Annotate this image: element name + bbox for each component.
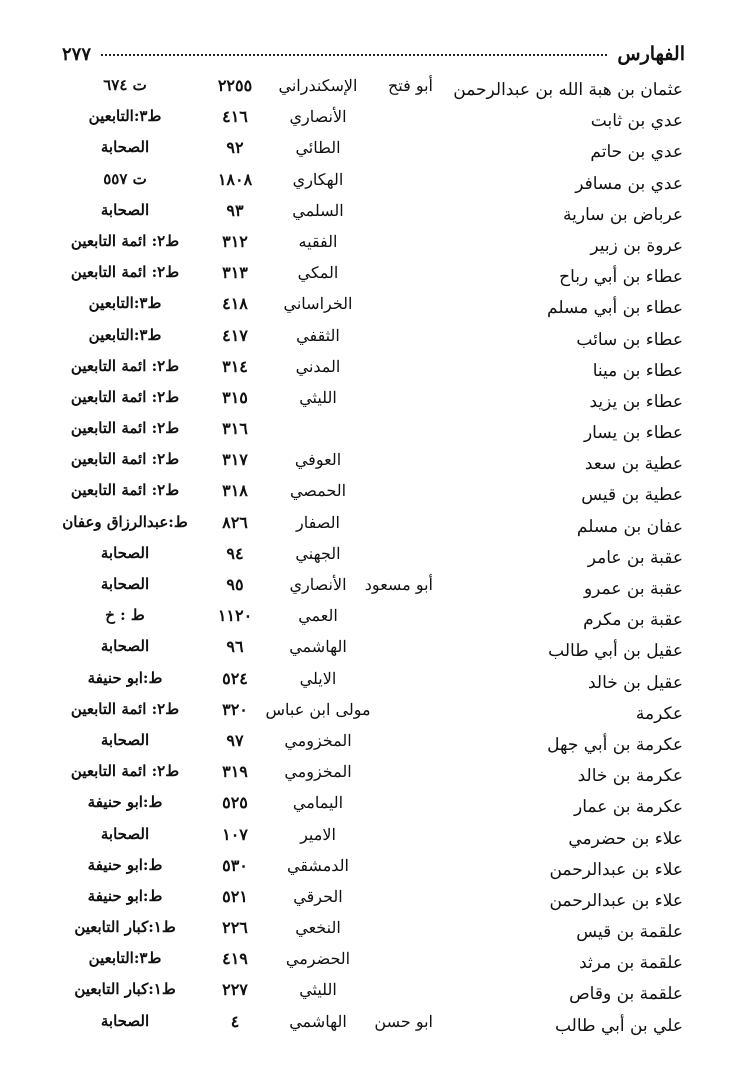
- index-row: [0, 290, 743, 321]
- narrator-class: ط١:كبار التابعين: [74, 918, 176, 937]
- narrator-class: الصحابة: [100, 637, 150, 656]
- narrator-class: ط٣:التابعين: [88, 294, 162, 313]
- narrator-name: علقمة بن مرثد: [579, 953, 683, 974]
- index-row: [0, 945, 743, 976]
- entry-number: ٣١٥: [222, 387, 248, 407]
- entry-number: ٩٦: [226, 637, 244, 657]
- narrator-kunya: أبو فتح: [387, 76, 433, 95]
- index-row: [0, 727, 743, 758]
- index-row: [0, 633, 743, 664]
- narrator-nisba: المخزومي: [284, 730, 352, 750]
- narrator-class: ط٢: ائمة التابعين: [70, 419, 180, 438]
- narrator-nisba: الفقيه: [298, 231, 338, 251]
- entry-number: ٣١٣: [222, 263, 248, 283]
- narrator-class: ط٢: ائمة التابعين: [70, 450, 180, 469]
- narrator-nisba: الطائي: [295, 138, 341, 158]
- narrator-name: عطاء بن مينا: [592, 360, 683, 381]
- entry-number: ١١٢٠: [217, 606, 253, 626]
- entry-number: ٣١٤: [222, 356, 248, 376]
- narrator-nisba: الصفار: [296, 512, 340, 532]
- narrator-name: علقمة بن وقاص: [569, 984, 683, 1005]
- narrator-class: ط٢: ائمة التابعين: [70, 387, 180, 406]
- page-title: الفهارس: [617, 43, 685, 65]
- index-row: [0, 540, 743, 571]
- index-row: [0, 103, 743, 134]
- narrator-nisba: الهكاري: [292, 169, 344, 189]
- index-row: [0, 821, 743, 852]
- narrator-class: ط:ابو حنيفة: [87, 668, 163, 687]
- index-row: [0, 1008, 743, 1039]
- entry-number: ٣١٦: [222, 419, 248, 439]
- narrator-class: ط١:كبار التابعين: [74, 980, 176, 999]
- narrator-name: عطاء بن أبي رباح: [559, 267, 683, 288]
- narrator-class: ت ٦٧٤: [103, 76, 147, 94]
- index-row: [0, 602, 743, 633]
- entry-number: ٣١٧: [222, 450, 248, 470]
- index-row: [0, 758, 743, 789]
- narrator-name: عكرمة بن عمار: [574, 797, 683, 818]
- entry-number: ٣١٨: [222, 481, 248, 501]
- index-row: [0, 914, 743, 945]
- narrator-class: الصحابة: [100, 824, 150, 843]
- narrator-class: الصحابة: [100, 730, 150, 749]
- entry-number: ٣٢٠: [222, 699, 248, 719]
- narrator-nisba: الليثي: [299, 387, 337, 407]
- narrator-nisba: السلمي: [292, 200, 344, 220]
- entry-number: ٥٣٠: [222, 855, 248, 875]
- narrator-nisba: الهاشمي: [289, 1011, 347, 1031]
- narrator-nisba: الإسكندراني: [278, 76, 358, 95]
- entry-number: ٥٢١: [222, 886, 248, 906]
- narrator-class: ط٢: ائمة التابعين: [70, 699, 180, 718]
- entry-number: ٤١٩: [222, 949, 248, 969]
- index-row: [0, 883, 743, 914]
- narrator-nisba: الايلي: [299, 668, 337, 688]
- index-row: [0, 322, 743, 353]
- narrator-name: عقيل بن خالد: [587, 672, 683, 693]
- narrator-class: ط٢: ائمة التابعين: [70, 481, 180, 500]
- narrator-name: عقبة بن عامر: [587, 547, 683, 568]
- narrator-class: ط : خ: [105, 606, 145, 625]
- index-row: [0, 259, 743, 290]
- narrator-class: ط٣:التابعين: [88, 325, 162, 344]
- index-row: [0, 415, 743, 446]
- entry-number: ٢٢٥٥: [217, 76, 253, 95]
- narrator-name: عطاء بن سائب: [576, 329, 683, 350]
- narrator-nisba: الليثي: [299, 980, 337, 1000]
- narrator-nisba: الحضرمي: [285, 949, 351, 969]
- entry-number: ٤١٦: [222, 107, 248, 127]
- narrator-class: ط٣:التابعين: [88, 949, 162, 968]
- narrator-nisba: الثقفي: [296, 325, 340, 345]
- narrator-nisba: النخعي: [295, 918, 341, 938]
- entry-number: ٥٢٥: [222, 793, 248, 813]
- narrator-nisba: الحمصي: [289, 481, 347, 501]
- narrator-class: ط:ابو حنيفة: [87, 855, 163, 874]
- narrator-class: ط٣:التابعين: [88, 107, 162, 126]
- narrator-name: عقيل بن أبي طالب: [548, 641, 683, 662]
- index-row: [0, 72, 743, 103]
- narrator-nisba: الدمشقي: [287, 855, 349, 875]
- narrator-name: عطاء بن يزيد: [589, 391, 683, 412]
- narrator-name: عدي بن حاتم: [590, 142, 683, 163]
- index-row: [0, 696, 743, 727]
- narrator-kunya: ابو حسن: [374, 1011, 433, 1031]
- narrator-class: ط:عبدالرزاق وعفان: [62, 512, 188, 531]
- page-header: [62, 40, 685, 68]
- index-row: [0, 477, 743, 508]
- entry-number: ٤١٨: [222, 294, 248, 314]
- index-row: [0, 134, 743, 165]
- index-row: [0, 446, 743, 477]
- entry-number: ٣١٩: [222, 762, 248, 782]
- narrator-name: عكرمة بن خالد: [577, 766, 683, 787]
- entry-number: ١٠٧: [222, 824, 248, 844]
- entry-number: ٣١٢: [222, 231, 248, 251]
- narrator-nisba: المدني: [295, 356, 341, 376]
- narrator-nisba: الامير: [300, 824, 336, 844]
- entry-number: ٥٢٤: [222, 668, 248, 688]
- leader-dots: [101, 48, 607, 56]
- narrator-name: علقمة بن قيس: [576, 922, 683, 943]
- narrator-class: ط٢: ائمة التابعين: [70, 762, 180, 781]
- narrator-name: عكرمة بن أبي جهل: [547, 734, 683, 755]
- index-row: [0, 571, 743, 602]
- entry-number: ٢٢٦: [222, 918, 248, 938]
- narrator-nisba: الهاشمي: [289, 637, 347, 657]
- narrator-nisba: العمي: [298, 606, 338, 626]
- narrator-nisba: الأنصاري: [289, 575, 347, 594]
- narrator-name: عكرمة: [635, 703, 683, 724]
- entry-number: ٩٢: [226, 138, 244, 158]
- index-row: [0, 353, 743, 384]
- narrator-name: عطية بن سعد: [584, 454, 683, 475]
- index-row: [0, 228, 743, 259]
- index-row: [0, 384, 743, 415]
- index-row: [0, 976, 743, 1007]
- index-row: [0, 789, 743, 820]
- index-row: [0, 665, 743, 696]
- narrator-name: علي بن أبي طالب: [554, 1015, 683, 1036]
- index-row: [0, 197, 743, 228]
- narrator-name: علاء بن عبدالرحمن: [549, 859, 683, 880]
- entry-number: ٤: [230, 1011, 240, 1031]
- page-number: ٢٧٧: [62, 43, 92, 65]
- narrator-class: ط٢: ائمة التابعين: [70, 263, 180, 282]
- narrator-nisba: المكي: [297, 263, 339, 283]
- narrator-class: الصحابة: [100, 200, 150, 219]
- entry-number: ٩٤: [226, 543, 244, 563]
- narrator-nisba: المخزومي: [284, 762, 352, 782]
- narrator-class: ت ٥٥٧: [103, 169, 147, 188]
- narrator-class: الصحابة: [100, 575, 150, 593]
- narrator-nisba: مولى ابن عباس: [265, 699, 371, 719]
- narrator-kunya: أبو مسعود: [364, 575, 433, 594]
- narrator-name: عطاء بن أبي مسلم: [547, 298, 683, 319]
- narrator-class: ط:ابو حنيفة: [87, 886, 163, 905]
- narrator-class: الصحابة: [100, 1011, 150, 1030]
- entry-number: ٩٣: [226, 200, 244, 220]
- index-row: [0, 166, 743, 197]
- narrator-name: عقبة بن مكرم: [583, 610, 683, 631]
- narrator-nisba: الحرقي: [293, 886, 343, 906]
- narrator-nisba: العوفي: [294, 450, 342, 470]
- entry-number: ٢٢٧: [222, 980, 248, 1000]
- narrator-name: عفان بن مسلم: [576, 516, 683, 537]
- entry-number: ١٨٠٨: [217, 169, 253, 189]
- entry-number: ٩٥: [226, 575, 244, 594]
- narrator-class: الصحابة: [100, 138, 150, 157]
- narrator-name: عثمان بن هبة الله بن عبدالرحمن: [453, 80, 683, 100]
- narrator-nisba: الجهني: [295, 543, 341, 563]
- narrator-name: عطاء بن يسار: [583, 423, 683, 444]
- narrator-class: ط٢: ائمة التابعين: [70, 231, 180, 250]
- narrator-name: علاء بن عبدالرحمن: [549, 890, 683, 911]
- narrator-name: عقبة بن عمرو: [583, 579, 683, 599]
- narrator-name: علاء بن حضرمي: [568, 828, 683, 849]
- narrator-name: عدي بن ثابت: [590, 111, 683, 132]
- narrator-class: ط٢: ائمة التابعين: [70, 356, 180, 375]
- narrator-nisba: الأنصاري: [289, 107, 347, 127]
- narrator-nisba: الخراساني: [283, 294, 353, 314]
- narrator-name: عطية بن قيس: [581, 485, 683, 506]
- index-row: [0, 509, 743, 540]
- index-row: [0, 852, 743, 883]
- narrator-class: ط:ابو حنيفة: [87, 793, 163, 812]
- narrator-name: عروة بن زبير: [590, 235, 683, 256]
- narrator-nisba: اليمامي: [292, 793, 344, 813]
- narrator-class: الصحابة: [100, 543, 150, 562]
- entry-number: ٤١٧: [222, 325, 248, 345]
- entry-number: ٨٢٦: [222, 512, 248, 532]
- narrator-name: عرباض بن سارية: [563, 204, 683, 225]
- narrator-name: عدي بن مسافر: [575, 173, 683, 194]
- index-table: [0, 72, 743, 1039]
- entry-number: ٩٧: [226, 730, 244, 750]
